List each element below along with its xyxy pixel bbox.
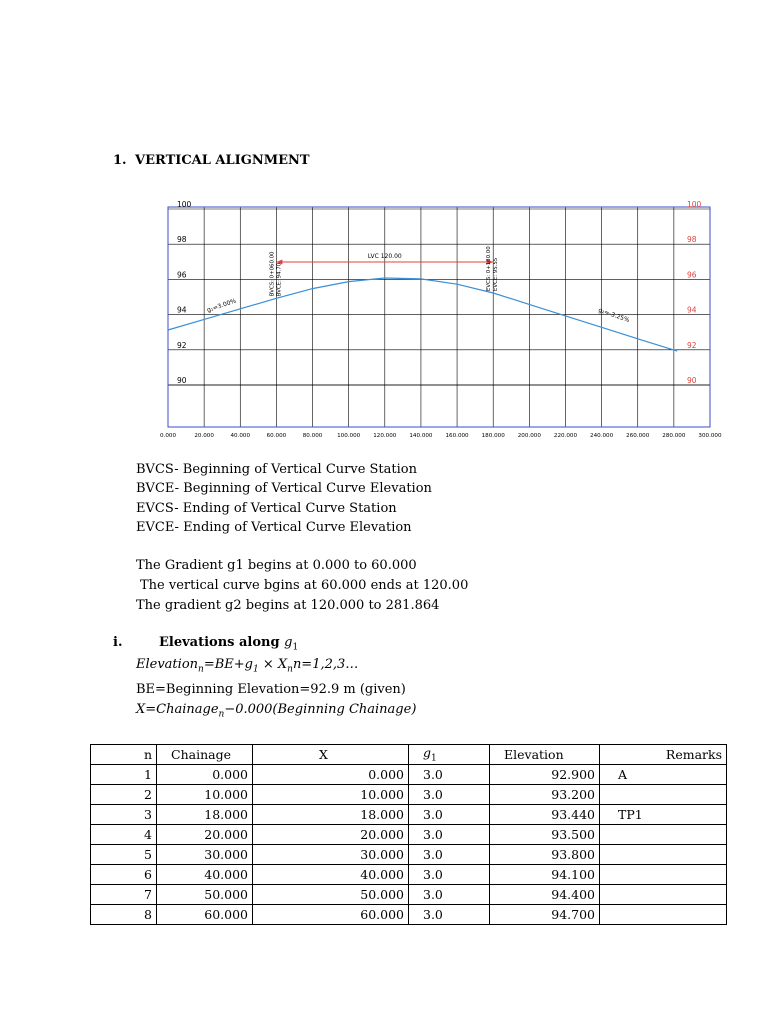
grade-g1-label: g₁=3.00% xyxy=(206,297,238,315)
cell-g: 3.0 xyxy=(409,785,490,805)
cell-g: 3.0 xyxy=(409,805,490,825)
x-tick-label: 100.000 xyxy=(337,433,361,439)
header-g1 xyxy=(409,745,490,765)
y-tick-label-right: 98 xyxy=(687,235,697,245)
formula-x-mid: −0.000( xyxy=(224,701,278,717)
x-tick-label: 40.000 xyxy=(230,433,251,439)
x-tick-label: 160.000 xyxy=(445,433,469,439)
formula-elevation xyxy=(136,655,416,680)
subsection-number: i. xyxy=(113,635,123,650)
cell-remarks xyxy=(600,845,727,865)
formula-lhs-sub: n xyxy=(198,664,204,675)
y-tick-label-right: 96 xyxy=(687,270,697,280)
gradient-note-g2: The gradient g2 begins at 120.000 to 281.864 xyxy=(136,597,440,613)
formula-beginning-elevation: BE=Beginning Elevation=92.9 m (given) xyxy=(136,681,406,697)
header-chainage: Chainage xyxy=(157,745,253,765)
cell-x: 18.000 xyxy=(253,805,409,825)
cell-chainage: 10.000 xyxy=(157,785,253,805)
formula-x-paren: Beginning Chainage xyxy=(277,701,412,717)
cell-elevation: 92.900 xyxy=(490,765,600,785)
x-tick-label: 180.000 xyxy=(481,433,505,439)
formula-x-sub: n xyxy=(287,664,293,675)
cell-elevation: 94.700 xyxy=(490,905,600,925)
y-tick-label-right: 90 xyxy=(687,376,697,385)
formula-mid: =BE+ xyxy=(203,657,245,672)
formula-block xyxy=(136,655,416,724)
definition-evcs: EVCS- Ending of Vertical Curve Station xyxy=(136,500,397,516)
header-remarks: Remarks xyxy=(600,745,727,765)
header-n: n xyxy=(91,745,157,765)
x-tick-label: 120.000 xyxy=(373,433,397,439)
cell-n: 2 xyxy=(91,785,157,805)
cell-n: 5 xyxy=(91,845,157,865)
evc-station-label: EVCS: 0+180.00 xyxy=(486,246,493,291)
cell-x: 40.000 xyxy=(253,865,409,885)
y-tick-label-left: 96 xyxy=(177,270,187,280)
vertical-profile-chart xyxy=(160,195,730,445)
y-tick-label-right: 92 xyxy=(687,340,697,350)
cell-chainage: 40.000 xyxy=(157,865,253,885)
cell-g: 3.0 xyxy=(409,885,490,905)
gradient-notes xyxy=(136,556,468,615)
subsection-heading xyxy=(113,635,298,653)
x-tick-label: 140.000 xyxy=(409,433,433,439)
table-row xyxy=(91,885,727,905)
cell-chainage: 18.000 xyxy=(157,805,253,825)
cell-remarks: A xyxy=(600,765,727,785)
cell-chainage: 20.000 xyxy=(157,825,253,845)
x-tick-label: 300.000 xyxy=(698,433,722,439)
evc-elevation-label: EVCE: 95.55 xyxy=(493,257,500,291)
table-row xyxy=(91,865,727,885)
cell-remarks xyxy=(600,885,727,905)
y-tick-label-left: 94 xyxy=(177,305,187,315)
chart-annotations xyxy=(206,246,630,324)
cell-n: 6 xyxy=(91,865,157,885)
cell-elevation: 93.800 xyxy=(490,845,600,865)
definition-evce: EVCE- Ending of Vertical Curve Elevation xyxy=(136,519,412,535)
cell-elevation: 93.440 xyxy=(490,805,600,825)
formula-g-sub: 1 xyxy=(252,664,259,675)
cell-remarks xyxy=(600,905,727,925)
x-tick-label: 80.000 xyxy=(302,433,323,439)
cell-g: 3.0 xyxy=(409,905,490,925)
y-tick-label-right: 94 xyxy=(687,305,697,315)
header-g-symbol: g xyxy=(423,745,432,761)
x-tick-label: 260.000 xyxy=(626,433,650,439)
header-g-sub: 1 xyxy=(431,753,437,764)
formula-x-close: ) xyxy=(411,701,417,717)
cell-x: 0.000 xyxy=(253,765,409,785)
cell-x: 20.000 xyxy=(253,825,409,845)
definition-bvce: BVCE- Beginning of Vertical Curve Elevation xyxy=(136,481,432,497)
table-row xyxy=(91,825,727,845)
subsection-symbol: g xyxy=(284,635,293,650)
formula-x xyxy=(136,700,416,725)
cell-remarks xyxy=(600,785,727,805)
grade-g2-label: g₂=-3.25% xyxy=(597,306,631,324)
section-number: 1. xyxy=(113,153,127,168)
definition-bvcs: BVCS- Beginning of Vertical Curve Station xyxy=(136,462,417,477)
cell-x: 50.000 xyxy=(253,885,409,905)
formula-times: × X xyxy=(258,657,288,672)
y-tick-label-left: 100 xyxy=(177,200,192,209)
subsection-title: Elevations along xyxy=(159,635,285,650)
x-tick-label: 0.000 xyxy=(160,433,177,439)
cell-x: 30.000 xyxy=(253,845,409,865)
table-row xyxy=(91,765,727,785)
table-row xyxy=(91,905,727,925)
cell-chainage: 0.000 xyxy=(157,765,253,785)
cell-g: 3.0 xyxy=(409,825,490,845)
cell-remarks xyxy=(600,825,727,845)
section-title: VERTICAL ALIGNMENT xyxy=(135,153,310,168)
table-row xyxy=(91,805,727,825)
x-tick-label: 20.000 xyxy=(194,433,214,439)
x-tick-label: 220.000 xyxy=(553,433,578,439)
formula-lhs: Elevation xyxy=(136,657,199,672)
cell-chainage: 30.000 xyxy=(157,845,253,865)
x-tick-label: 200.000 xyxy=(517,433,541,439)
y-tick-label-left: 92 xyxy=(177,340,187,350)
x-tick-label: 280.000 xyxy=(662,433,686,439)
x-tick-label: 60.000 xyxy=(266,433,287,439)
cell-n: 8 xyxy=(91,905,157,925)
y-tick-label-left: 98 xyxy=(177,235,187,245)
cell-g: 3.0 xyxy=(409,865,490,885)
table-row xyxy=(91,785,727,805)
cell-elevation: 94.400 xyxy=(490,885,600,905)
formula-g: g xyxy=(244,657,253,672)
cell-elevation: 93.200 xyxy=(490,785,600,805)
bvc-elevation-label: BVCE: 94.70 xyxy=(276,262,283,297)
y-tick-label-left: 90 xyxy=(177,376,187,385)
cell-remarks xyxy=(600,865,727,885)
subsection-symbol-sub: 1 xyxy=(292,642,299,653)
lvc-label: LVC 120.00 xyxy=(367,253,402,260)
cell-n: 3 xyxy=(91,805,157,825)
gradient-note-curve: The vertical curve bgins at 60.000 ends at 120.00 xyxy=(140,577,469,593)
elevations-table xyxy=(90,744,727,925)
cell-n: 1 xyxy=(91,765,157,785)
cell-chainage: 60.000 xyxy=(157,905,253,925)
cell-chainage: 50.000 xyxy=(157,885,253,905)
bvc-station-label: BVCS: 0+060.00 xyxy=(269,251,276,297)
table-header-row xyxy=(91,745,727,765)
cell-remarks: TP1 xyxy=(600,805,727,825)
cell-x: 60.000 xyxy=(253,905,409,925)
header-elevation: Elevation xyxy=(490,745,600,765)
x-tick-label: 240.000 xyxy=(590,433,614,439)
formula-x-lhs: X=Chainage xyxy=(136,701,219,717)
gradient-note-g1: The Gradient g1 begins at 0.000 to 60.000 xyxy=(136,558,417,573)
cell-n: 4 xyxy=(91,825,157,845)
section-heading xyxy=(113,153,310,168)
definitions-list xyxy=(136,460,432,537)
formula-x-lhs-sub: n xyxy=(218,709,225,720)
cell-n: 7 xyxy=(91,885,157,905)
table-row xyxy=(91,845,727,865)
cell-g: 3.0 xyxy=(409,765,490,785)
cell-elevation: 93.500 xyxy=(490,825,600,845)
cell-elevation: 94.100 xyxy=(490,865,600,885)
header-x: X xyxy=(253,745,409,765)
y-tick-label-right: 100 xyxy=(687,200,702,209)
cell-g: 3.0 xyxy=(409,845,490,865)
cell-x: 10.000 xyxy=(253,785,409,805)
formula-rest: n=1,2,3… xyxy=(292,657,359,672)
